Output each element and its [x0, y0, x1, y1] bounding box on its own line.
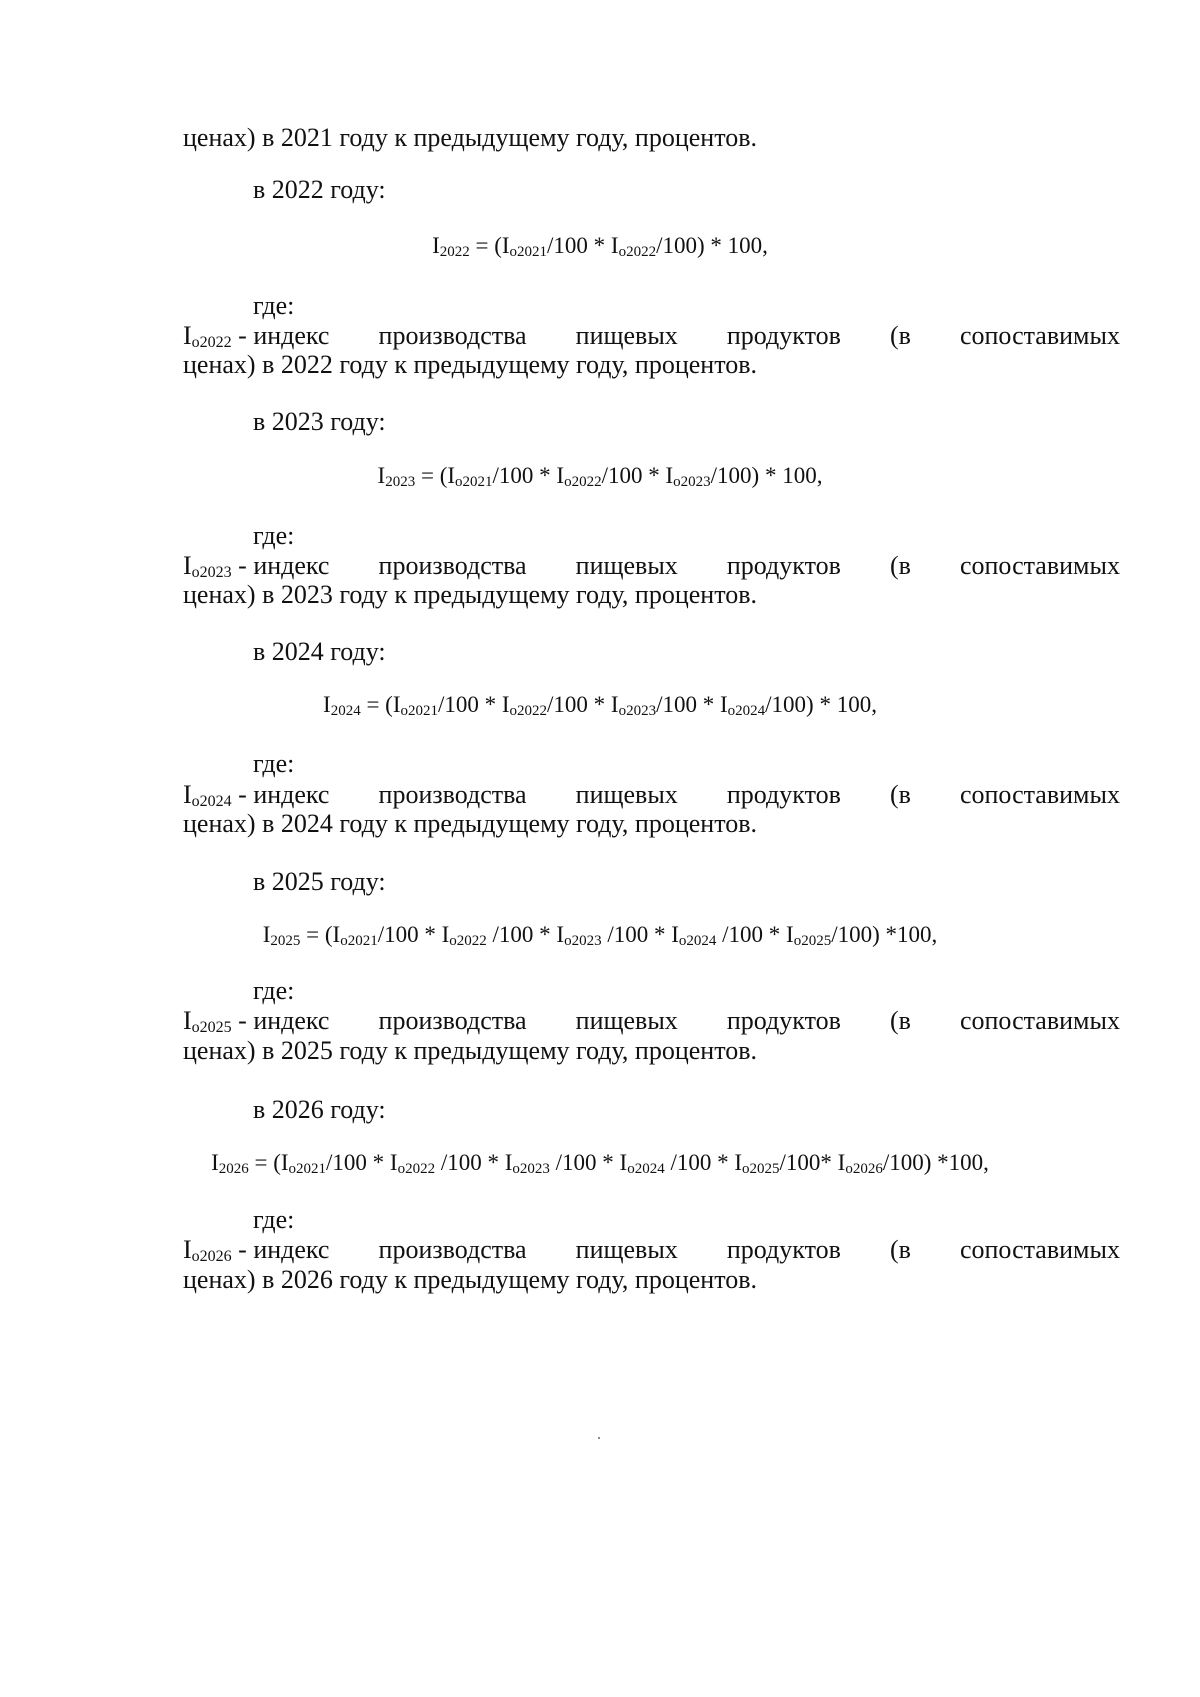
year-heading: в 2025 году: — [253, 867, 386, 896]
formula-rhs: = $(I_{o2021}/100 * I_{o2022}/100 * I_{o2023}/100 * I_{o2024}/100) * 100$, — [366, 692, 877, 719]
formula-rhs: = $(I_{o2021}/100 * I_{o2022}/100 * I_{o2023}/100) * 100$, — [420, 463, 823, 490]
scan-speck — [598, 1437, 600, 1439]
formula-rhs: = $(I_{o2021}/100 * I_{o2022}/100) * 100$, — [475, 233, 768, 260]
variable: $I_{o2024}$ - индекс — [183, 780, 330, 810]
variable: $I_{o2023}$ - индекс — [183, 551, 330, 581]
where-label: где: — [253, 521, 295, 550]
formula: $I_{2022} = (I_{o2021}/100 * I_{o2022}/100) * 100$, — [432, 233, 768, 260]
where-label: где: — [253, 291, 295, 320]
definition-line-2: ценах) в 2023 году к предыдущему году, процентов. — [183, 580, 757, 609]
year-heading: в 2023 году: — [253, 407, 386, 436]
definition-line: $I_{o2024}$ - индекс производства пищевых продуктов (в сопоставимых — [183, 780, 1120, 810]
year-heading: в 2026 году: — [253, 1095, 386, 1124]
continuation-line: ценах) в 2021 году к предыдущему году, процентов. — [183, 123, 757, 152]
definition-line-2: ценах) в 2022 году к предыдущему году, процентов. — [183, 350, 757, 379]
definition-line: $I_{o2022}$ - индекс производства пищевых продуктов (в сопоставимых — [183, 321, 1120, 351]
definition-line-2: ценах) в 2024 году к предыдущему году, процентов. — [183, 809, 757, 838]
where-label: где: — [253, 976, 295, 1005]
formula: $I_{2023} = (I_{o2021}/100 * I_{o2022}/100 * I_{o2023}/100) * 100$, — [377, 463, 823, 490]
variable: $I_{o2022}$ - индекс — [183, 321, 330, 351]
formula-rhs: = ($I_{o2021}/100 * I_{o2022}$ $/100 * I_{o2023}$ $/100 * I_{o2024}$ $/100 * I_{o2025}/100$) *100, — [306, 922, 938, 949]
year-heading: в 2022 году: — [253, 175, 386, 204]
variable: $I_{o2026}$ - индекс — [183, 1235, 330, 1265]
definition-line: $I_{o2026}$ - индекс производства пищевых продуктов (в сопоставимых — [183, 1235, 1120, 1265]
where-label: где: — [253, 1205, 295, 1234]
definition-line: $I_{o2025}$ - индекс производства пищевых продуктов (в сопоставимых — [183, 1006, 1120, 1036]
variable: $I_{o2025}$ - индекс — [183, 1006, 330, 1036]
formula-rhs: = ($I_{o2021}/100 * I_{o2022}$ $/100 * I_{o2023}$ $/100 * I_{o2024}$ $/100 * I_{o2025}/100*$ $I_{o2026}/100$) *100, — [254, 1150, 989, 1177]
year-heading: в 2024 году: — [253, 637, 386, 666]
definition-line: $I_{o2023}$ - индекс производства пищевых продуктов (в сопоставимых — [183, 551, 1120, 581]
where-label: где: — [253, 749, 295, 778]
definition-line-2: ценах) в 2026 году к предыдущему году, процентов. — [183, 1265, 757, 1294]
definition-line-2: ценах) в 2025 году к предыдущему году, процентов. — [183, 1036, 757, 1065]
formula: $I_{2026} = (I_{o2021}/100 * I_{o2022}$ $/100 * I_{o2023}$ $/100 * I_{o2024}$ $/100 * I_{o2025}/100*$ $I_{o2026}/100$) *100, — [211, 1150, 989, 1177]
formula: $I_{2025} = (I_{o2021}/100 * I_{o2022}$ $/100 * I_{o2023}$ $/100 * I_{o2024}$ $/100 * I_{o2025}/100$) *100, — [262, 922, 938, 949]
formula: $I_{2024} = (I_{o2021}/100 * I_{o2022}/100 * I_{o2023}/100 * I_{o2024}/100) * 100$, — [323, 692, 877, 719]
